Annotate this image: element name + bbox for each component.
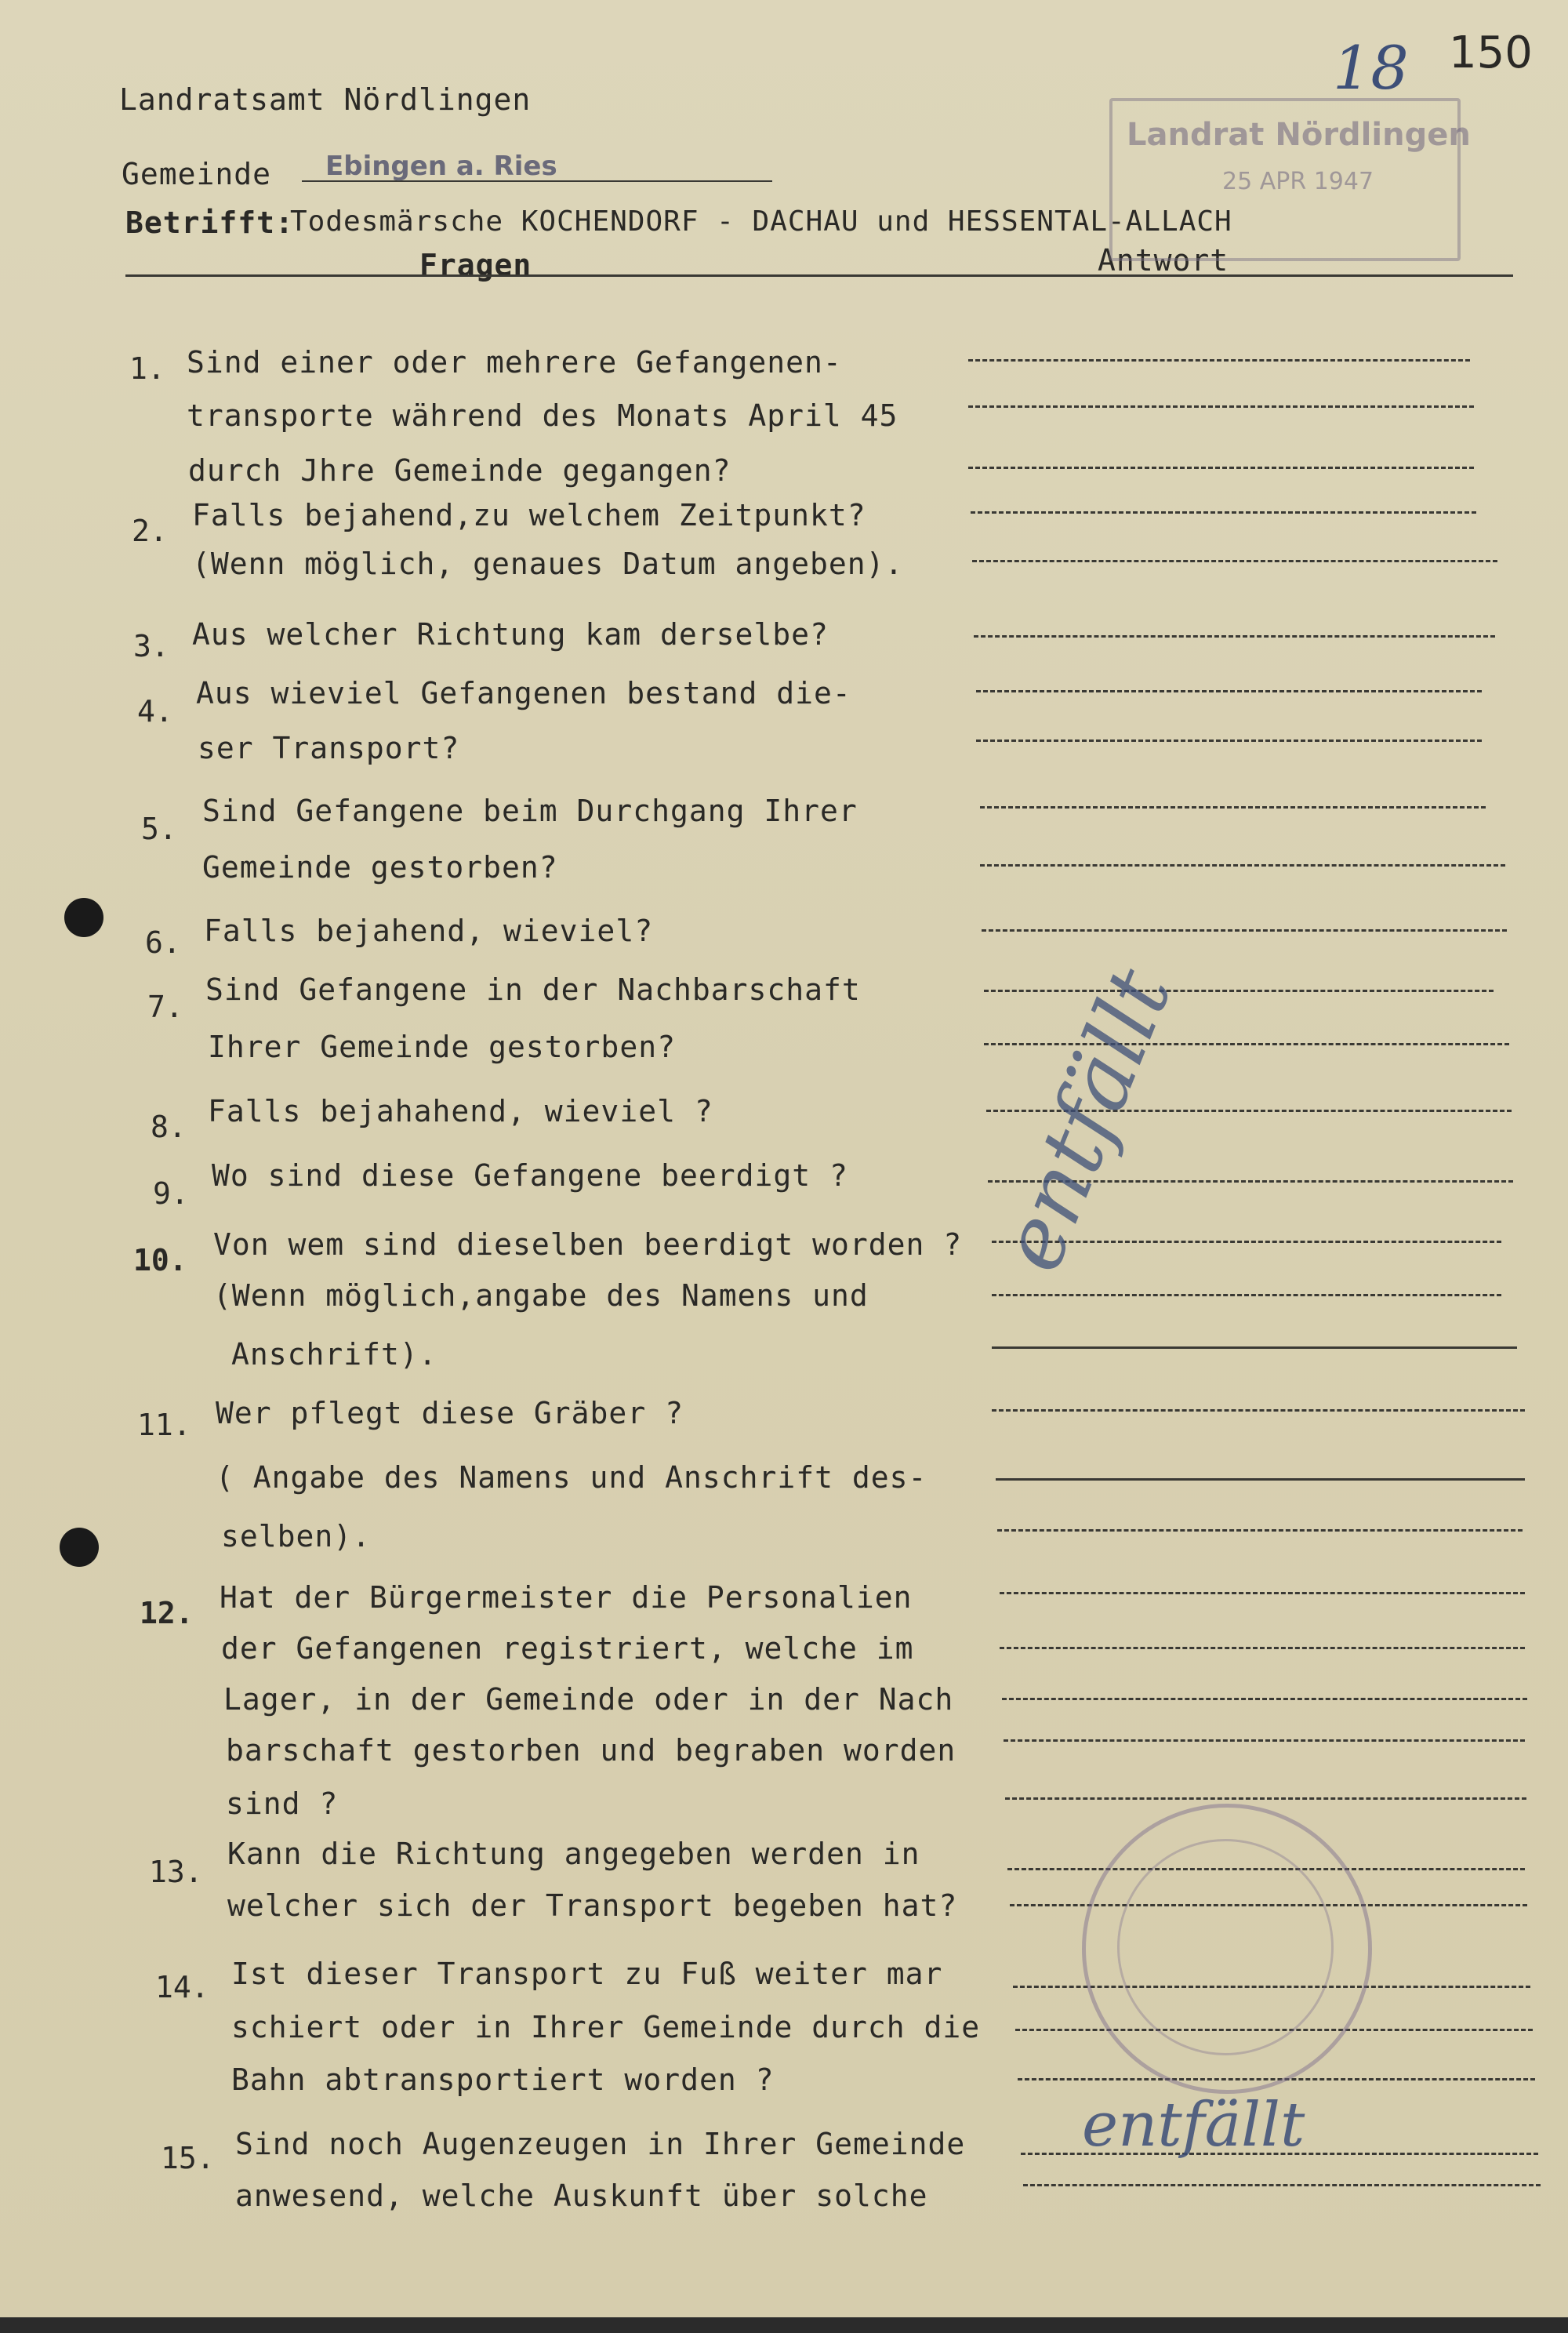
stamp-office: Landrat Nördlingen [1127,117,1471,153]
question-11-line-2: ( Angabe des Namens und Anschrift des- [216,1460,927,1495]
authority-title: Landratsamt Nördlingen [119,82,532,117]
answer-line [997,1529,1523,1532]
question-11-number: 11. [137,1408,191,1442]
question-10-line-3: Anschrift). [231,1337,437,1372]
question-10-number: 10. [133,1243,187,1277]
question-10-line-2: (Wenn möglich,angabe des Namens und [213,1278,869,1313]
question-12-line-1: Hat der Bürgermeister die Personalien [220,1580,913,1615]
answer-line [992,1294,1501,1296]
gemeinde-label: Gemeinde [122,157,272,191]
question-1-number: 1. [129,351,165,386]
question-6-number: 6. [145,925,181,960]
question-12-line-2: der Gefangenen registriert, welche im [221,1631,914,1666]
answer-line [992,1346,1517,1349]
question-7-line-1: Sind Gefangene in der Nachbarschaft [205,972,861,1007]
question-14-line-3: Bahn abtransportiert worden ? [231,2062,775,2097]
betrifft-text: Todesmärsche KOCHENDORF - DACHAU und HESSENTAL-ALLACH [290,205,1232,238]
punch-hole-lower [60,1528,99,1567]
answer-line [976,690,1482,692]
question-14-line-1: Ist dieser Transport zu Fuß weiter mar [231,1957,943,1991]
handwritten-folio: 18 [1333,33,1409,103]
handwritten-vertical-note: entfällt [980,955,1191,1285]
answer-line [976,740,1482,742]
question-14-line-2: schiert oder in Ihrer Gemeinde durch die [231,2010,981,2044]
antwort-label: Antwort [1098,243,1229,278]
question-12-line-5: sind ? [226,1786,339,1821]
question-3-line-1: Aus welcher Richtung kam derselbe? [192,617,829,652]
question-1-line-1: Sind einer oder mehrere Gefangenen- [187,345,842,380]
question-14-number: 14. [155,1970,209,2004]
answer-line [980,806,1486,809]
answer-line [1000,1592,1525,1594]
answer-line [1023,2184,1541,2186]
question-4-line-2: ser Transport? [198,731,460,765]
answer-line [968,405,1474,408]
question-11-line-1: Wer pflegt diese Gräber ? [216,1396,684,1430]
question-5-number: 5. [141,812,177,846]
answer-line [1000,1647,1525,1649]
answer-line [968,359,1470,362]
answer-line [1004,1739,1525,1742]
question-15-number: 15. [161,2141,215,2175]
question-8-line-1: Falls bejahahend, wieviel ? [208,1094,713,1128]
answer-line [971,511,1476,514]
page-bottom-edge [0,2317,1568,2333]
punch-hole-upper [64,898,103,937]
question-2-line-2: (Wenn möglich, genaues Datum angeben). [192,547,904,581]
question-15-line-2: anwesend, welche Auskunft über solche [235,2179,928,2213]
question-5-line-2: Gemeinde gestorben? [202,850,558,885]
question-8-number: 8. [151,1110,187,1144]
answer-line [980,864,1505,867]
answer-line [1005,1797,1526,1800]
question-1-line-2: transporte während des Monats April 45 [187,398,898,433]
question-13-line-1: Kann die Richtung angegeben werden in [227,1837,920,1871]
question-13-number: 13. [149,1855,203,1889]
question-12-line-4: barschaft gestorben und begraben worden [226,1733,956,1768]
answer-line [984,990,1494,992]
question-5-line-1: Sind Gefangene beim Durchgang Ihrer [202,794,858,828]
fragen-label: Fragen [419,248,532,282]
answer-line [1002,1698,1527,1700]
question-13-line-2: welcher sich der Transport begeben hat? [227,1888,958,1923]
question-9-line-1: Wo sind diese Gefangene beerdigt ? [212,1158,848,1193]
official-seal-inner-ring [1117,1839,1334,2055]
answer-line [996,1478,1525,1481]
stamp-date: 25 APR 1947 [1222,168,1374,195]
question-7-line-2: Ihrer Gemeinde gestorben? [208,1030,676,1064]
answer-line [992,1409,1525,1412]
gemeinde-value: Ebingen a. Ries [325,151,557,182]
question-10-line-1: Von wem sind dieselben beerdigt worden ? [213,1227,963,1262]
official-seal [1082,1804,1372,2094]
answer-line [968,467,1474,469]
question-6-line-1: Falls bejahend, wieviel? [204,914,654,948]
question-15-line-1: Sind noch Augenzeugen in Ihrer Gemeinde [235,2127,966,2161]
question-3-number: 3. [133,629,169,663]
page-number: 150 [1449,27,1533,78]
handwritten-signature: entfällt [1082,2090,1305,2160]
question-11-line-3: selben). [221,1519,372,1554]
question-2-line-1: Falls bejahend,zu welchem Zeitpunkt? [192,498,866,532]
header-rule [125,274,1513,277]
question-9-number: 9. [153,1176,189,1211]
question-2-number: 2. [132,514,168,548]
question-1-line-3: durch Jhre Gemeinde gegangen? [188,453,731,488]
answer-line [972,560,1497,562]
question-4-line-1: Aus wieviel Gefangenen bestand die- [196,676,851,710]
answer-line [982,929,1507,932]
answer-line [974,635,1495,638]
question-4-number: 4. [137,694,173,729]
question-7-number: 7. [147,990,183,1024]
betrifft-label: Betrifft: [125,205,294,240]
question-12-number: 12. [140,1596,194,1630]
receipt-stamp [1109,98,1471,261]
question-12-line-3: Lager, in der Gemeinde oder in der Nach [223,1682,954,1717]
